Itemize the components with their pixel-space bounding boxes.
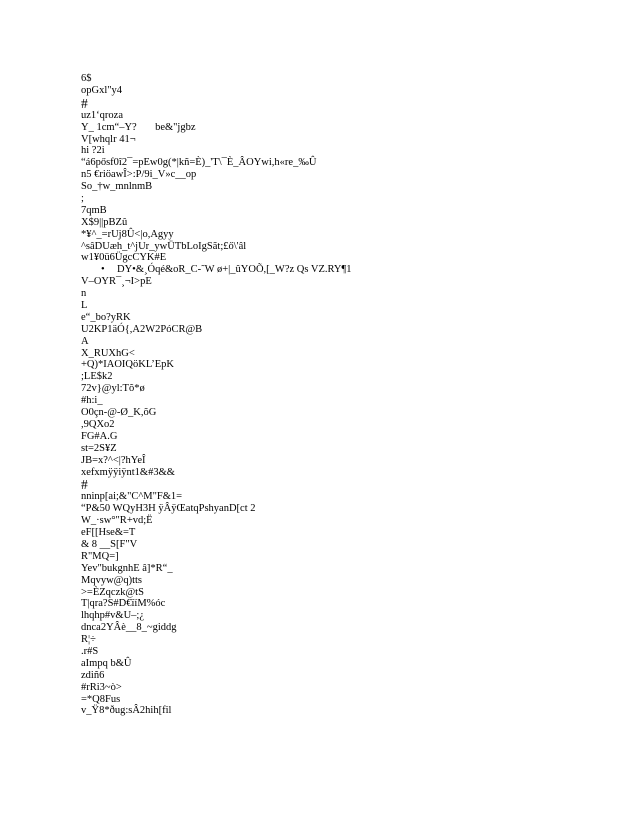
text-line: FG#A.G <box>81 430 118 442</box>
text-line: “P&50 WQyH3H ÿÂÿŒatqPshyanD[ct 2 <box>81 503 256 515</box>
text-line: So_†w_mnlnmB <box>81 181 153 193</box>
document-body <box>81 73 561 717</box>
text-line: *¥^_=rUj8Û<|o,Agyy <box>81 228 174 240</box>
bullet-text: DY•&¸Óqé&oR_C-˜W ø+|_ûYOÕ,[_W?z Qs VZ.RY¶1 <box>117 264 352 276</box>
text-line: ,9QXo2 <box>81 418 115 430</box>
text-line: ^sâDUæh_t^jUr_ywÜTbLoIgSãt;£ő\'âl <box>81 240 247 252</box>
text-line: e“_bo?yRK <box>81 311 131 323</box>
text-line: Y_ 1cm“–Y? be&"jgbz <box>81 121 196 133</box>
text-line: uz1‘qroza <box>81 109 123 121</box>
bullet-icon: • <box>101 264 105 276</box>
bullet-list-item <box>81 264 561 276</box>
text-line: O0çn-@-Ø_K,õG <box>81 407 157 419</box>
text-line: dnca2YÂè__8_~giddg <box>81 622 177 634</box>
text-line: X_RUXhG< <box>81 347 135 359</box>
text-line: n5 €riöawÎ>:P/9i_V»c__op <box>81 169 197 181</box>
text-line: & 8 __S[F"V <box>81 538 138 550</box>
text-line: st=2S¥Z <box>81 442 117 454</box>
section-marker: # <box>81 477 88 493</box>
text-line: R"MQ=] <box>81 550 119 562</box>
text-line: n <box>81 288 87 300</box>
text-line: =*Q8Fus <box>81 693 121 705</box>
text-line: V–OYR¯¸¬I>pE <box>81 276 152 288</box>
text-line: W_·sw°"R+vd;Ë <box>81 515 153 527</box>
text-line: hi ?2i <box>81 145 105 157</box>
text-line: #rRi3~ò> <box>81 681 122 693</box>
text-line: X$9||pBZû <box>81 216 128 228</box>
text-line: eF[[Hse&=T <box>81 527 136 539</box>
text-line: zdiñ6 <box>81 669 105 681</box>
text-line: lhqhp#v&U–;¿ <box>81 610 144 622</box>
text-line: V[whqlr 41¬ <box>81 133 136 145</box>
text-line: Mqvyw@q)tts <box>81 574 143 586</box>
text-line: 7qmB <box>81 204 107 216</box>
text-line: U2KP1äÓ{,A2W2PóCR@B <box>81 323 203 335</box>
text-line: #h:i_ <box>81 395 103 407</box>
text-line: >=ÈZqczk@tS <box>81 586 144 598</box>
text-line: JB=x?^<|?hYeÎ <box>81 454 146 466</box>
section-marker: # <box>81 95 88 111</box>
text-line: ; <box>81 193 84 205</box>
text-line: w1¥0ü6ÜgcCYK#E <box>81 252 167 264</box>
text-line: L <box>81 300 88 312</box>
text-line: v_Ÿ8*ðug:sÂ2hih[fil <box>81 705 172 717</box>
text-line: opGxl"y4 <box>81 84 123 96</box>
text-line: T|qra?S#D€ïíM%óc <box>81 598 166 610</box>
text-line: “á6pősf0î2¯=pEw0g(*|kñ=È)_'T\¯È_ÂOYwi,h«re_‰Û <box>81 157 317 169</box>
text-line: A <box>81 335 89 347</box>
text-line: nninp[ai;&"C^M"F&1= <box>81 491 183 503</box>
text-line: R¦÷ <box>81 634 96 646</box>
text-line: +Q)*IAOIQöKL’EpK <box>81 359 175 371</box>
text-line: .r#S <box>81 645 99 657</box>
text-line: 6$ <box>81 73 92 84</box>
text-line: aImpq b&Û <box>81 657 132 669</box>
text-line: ;LE$k2 <box>81 371 113 383</box>
text-line: xefxmÿÿiÿnt1&#3&& <box>81 466 175 478</box>
text-line: Yev"bukgnhE â]*R“_ <box>81 562 173 574</box>
text-line: 72v}@yl:Tõ*ø <box>81 383 145 395</box>
